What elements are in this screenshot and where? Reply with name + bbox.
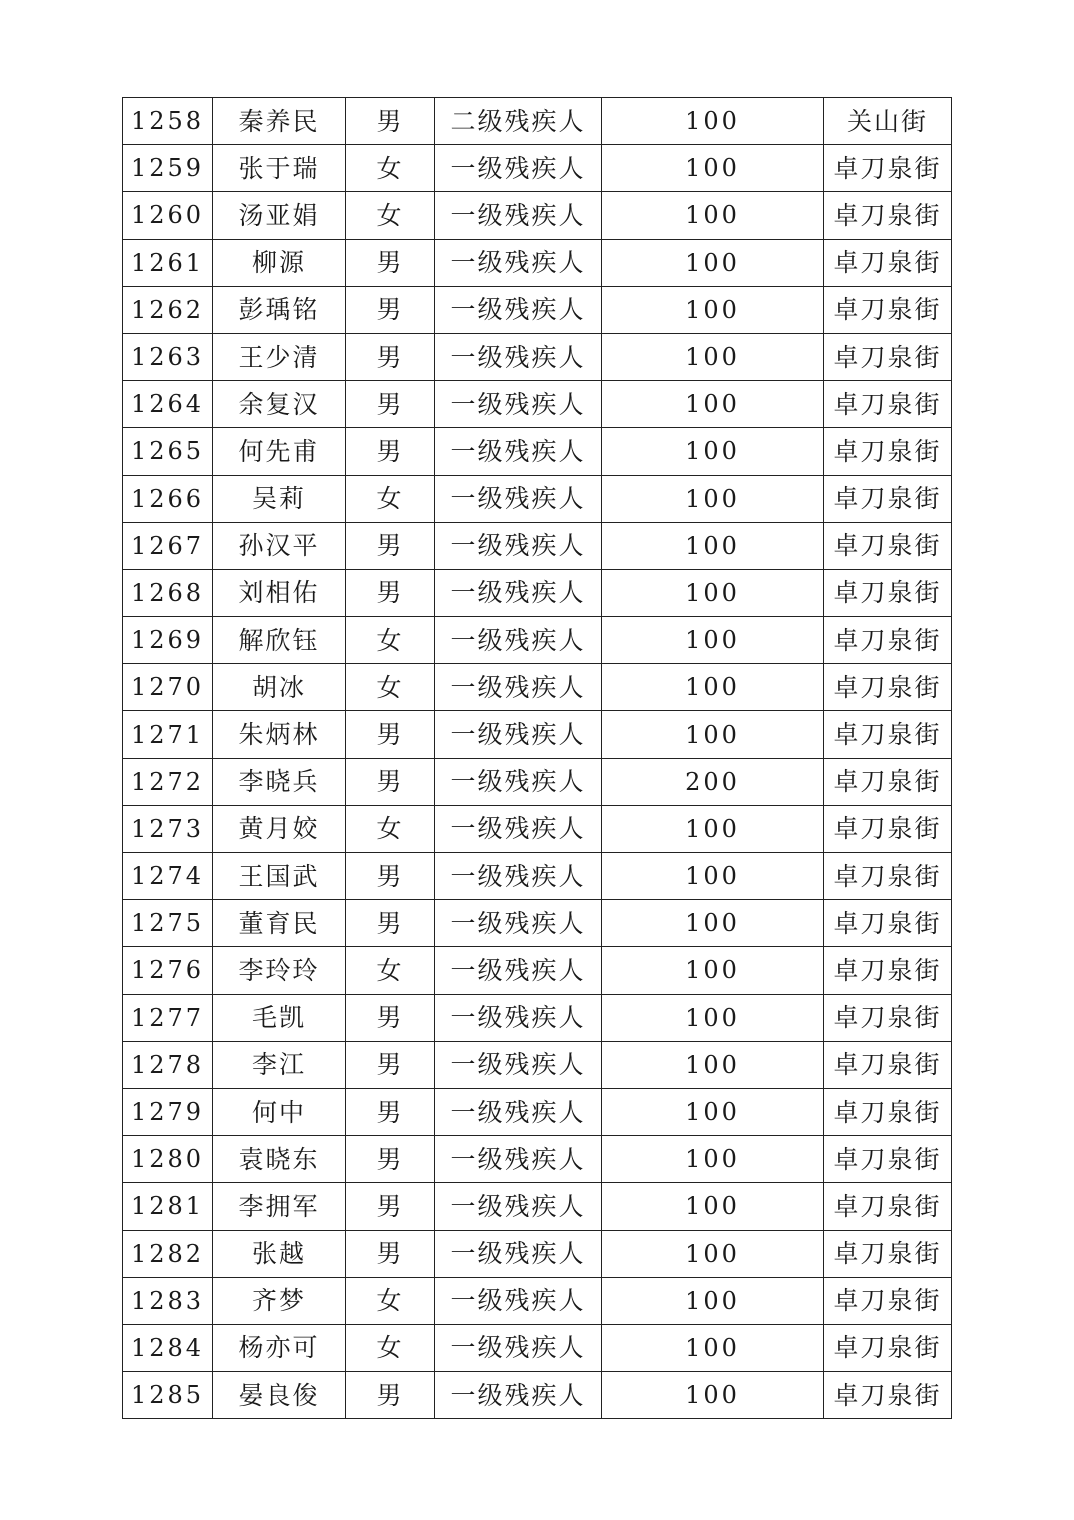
cell-street: 卓刀泉街: [824, 664, 952, 711]
cell-disability-level: 一级残疾人: [435, 239, 602, 286]
cell-name: 柳源: [213, 239, 346, 286]
cell-sex: 男: [346, 381, 435, 428]
cell-street: 卓刀泉街: [824, 853, 952, 900]
cell-name: 黄月姣: [213, 805, 346, 852]
cell-street: 卓刀泉街: [824, 994, 952, 1041]
table-row: [123, 1372, 952, 1419]
cell-serial-number: 1282: [123, 1230, 213, 1277]
cell-name: 李江: [213, 1041, 346, 1088]
cell-serial-number: 1278: [123, 1041, 213, 1088]
cell-serial-number: 1283: [123, 1277, 213, 1324]
table-row: [123, 711, 952, 758]
cell-sex: 女: [346, 664, 435, 711]
cell-amount: 100: [602, 1183, 824, 1230]
cell-serial-number: 1280: [123, 1136, 213, 1183]
cell-amount: 100: [602, 569, 824, 616]
cell-sex: 男: [346, 333, 435, 380]
subsidy-roster-table: [122, 97, 952, 1419]
cell-amount: 100: [602, 1041, 824, 1088]
cell-disability-level: 一级残疾人: [435, 1041, 602, 1088]
cell-amount: 100: [602, 1230, 824, 1277]
cell-disability-level: 一级残疾人: [435, 664, 602, 711]
table-row: [123, 475, 952, 522]
cell-amount: 100: [602, 664, 824, 711]
cell-amount: 100: [602, 1088, 824, 1135]
cell-sex: 男: [346, 711, 435, 758]
cell-street: 卓刀泉街: [824, 947, 952, 994]
cell-sex: 女: [346, 145, 435, 192]
cell-serial-number: 1258: [123, 98, 213, 145]
cell-amount: 100: [602, 239, 824, 286]
table-row: [123, 1324, 952, 1371]
cell-serial-number: 1269: [123, 617, 213, 664]
cell-serial-number: 1263: [123, 333, 213, 380]
cell-sex: 男: [346, 853, 435, 900]
table-row: [123, 853, 952, 900]
cell-name: 余复汉: [213, 381, 346, 428]
cell-amount: 100: [602, 98, 824, 145]
table-row: [123, 1277, 952, 1324]
cell-name: 李晓兵: [213, 758, 346, 805]
cell-street: 卓刀泉街: [824, 522, 952, 569]
table-row: [123, 664, 952, 711]
cell-serial-number: 1277: [123, 994, 213, 1041]
cell-sex: 男: [346, 758, 435, 805]
cell-street: 卓刀泉街: [824, 1324, 952, 1371]
cell-disability-level: 一级残疾人: [435, 994, 602, 1041]
cell-street: 卓刀泉街: [824, 1183, 952, 1230]
cell-disability-level: 一级残疾人: [435, 617, 602, 664]
cell-sex: 女: [346, 1324, 435, 1371]
cell-street: 卓刀泉街: [824, 192, 952, 239]
cell-serial-number: 1279: [123, 1088, 213, 1135]
cell-amount: 100: [602, 475, 824, 522]
cell-amount: 100: [602, 1372, 824, 1419]
cell-amount: 100: [602, 947, 824, 994]
table-row: [123, 239, 952, 286]
cell-street: 卓刀泉街: [824, 145, 952, 192]
table-row: [123, 1088, 952, 1135]
table-row: [123, 1183, 952, 1230]
cell-disability-level: 一级残疾人: [435, 711, 602, 758]
cell-street: 卓刀泉街: [824, 617, 952, 664]
cell-street: 卓刀泉街: [824, 1277, 952, 1324]
cell-disability-level: 一级残疾人: [435, 333, 602, 380]
cell-street: 卓刀泉街: [824, 1230, 952, 1277]
table-row: [123, 98, 952, 145]
table-row: [123, 1041, 952, 1088]
cell-amount: 100: [602, 994, 824, 1041]
cell-street: 卓刀泉街: [824, 239, 952, 286]
cell-serial-number: 1285: [123, 1372, 213, 1419]
cell-disability-level: 一级残疾人: [435, 805, 602, 852]
cell-name: 胡冰: [213, 664, 346, 711]
cell-serial-number: 1284: [123, 1324, 213, 1371]
cell-disability-level: 一级残疾人: [435, 522, 602, 569]
cell-name: 刘相佑: [213, 569, 346, 616]
cell-amount: 100: [602, 617, 824, 664]
cell-amount: 100: [602, 900, 824, 947]
cell-disability-level: 一级残疾人: [435, 1183, 602, 1230]
cell-disability-level: 一级残疾人: [435, 758, 602, 805]
table-row: [123, 1230, 952, 1277]
cell-sex: 女: [346, 805, 435, 852]
cell-street: 卓刀泉街: [824, 711, 952, 758]
cell-amount: 100: [602, 381, 824, 428]
table-row: [123, 381, 952, 428]
table-row: [123, 947, 952, 994]
cell-amount: 200: [602, 758, 824, 805]
cell-name: 孙汉平: [213, 522, 346, 569]
cell-serial-number: 1273: [123, 805, 213, 852]
cell-street: 卓刀泉街: [824, 1136, 952, 1183]
cell-sex: 女: [346, 617, 435, 664]
cell-disability-level: 一级残疾人: [435, 947, 602, 994]
table-row: [123, 333, 952, 380]
cell-disability-level: 一级残疾人: [435, 569, 602, 616]
table-row: [123, 192, 952, 239]
cell-street: 卓刀泉街: [824, 1088, 952, 1135]
cell-disability-level: 一级残疾人: [435, 1324, 602, 1371]
cell-serial-number: 1266: [123, 475, 213, 522]
cell-sex: 男: [346, 1041, 435, 1088]
cell-street: 卓刀泉街: [824, 1041, 952, 1088]
cell-disability-level: 二级残疾人: [435, 98, 602, 145]
table-row: [123, 1136, 952, 1183]
cell-disability-level: 一级残疾人: [435, 145, 602, 192]
table-row: [123, 569, 952, 616]
cell-serial-number: 1265: [123, 428, 213, 475]
cell-name: 杨亦可: [213, 1324, 346, 1371]
cell-serial-number: 1270: [123, 664, 213, 711]
table-row: [123, 428, 952, 475]
cell-sex: 男: [346, 569, 435, 616]
table-row: [123, 805, 952, 852]
cell-sex: 男: [346, 98, 435, 145]
cell-street: 卓刀泉街: [824, 381, 952, 428]
cell-amount: 100: [602, 286, 824, 333]
cell-disability-level: 一级残疾人: [435, 1277, 602, 1324]
cell-amount: 100: [602, 853, 824, 900]
cell-name: 秦养民: [213, 98, 346, 145]
cell-serial-number: 1281: [123, 1183, 213, 1230]
cell-street: 卓刀泉街: [824, 428, 952, 475]
cell-street: 卓刀泉街: [824, 475, 952, 522]
cell-name: 毛凯: [213, 994, 346, 1041]
cell-sex: 女: [346, 475, 435, 522]
cell-name: 何先甫: [213, 428, 346, 475]
table-row: [123, 900, 952, 947]
cell-serial-number: 1275: [123, 900, 213, 947]
cell-disability-level: 一级残疾人: [435, 1136, 602, 1183]
cell-disability-level: 一级残疾人: [435, 1230, 602, 1277]
cell-sex: 男: [346, 994, 435, 1041]
cell-amount: 100: [602, 145, 824, 192]
cell-disability-level: 一级残疾人: [435, 192, 602, 239]
cell-serial-number: 1261: [123, 239, 213, 286]
cell-serial-number: 1276: [123, 947, 213, 994]
cell-sex: 男: [346, 1372, 435, 1419]
cell-street: 卓刀泉街: [824, 569, 952, 616]
cell-street: 关山街: [824, 98, 952, 145]
cell-name: 齐梦: [213, 1277, 346, 1324]
cell-sex: 男: [346, 1230, 435, 1277]
cell-serial-number: 1262: [123, 286, 213, 333]
cell-name: 汤亚娟: [213, 192, 346, 239]
cell-serial-number: 1271: [123, 711, 213, 758]
cell-serial-number: 1268: [123, 569, 213, 616]
roster-body: [123, 98, 952, 1419]
cell-street: 卓刀泉街: [824, 805, 952, 852]
cell-sex: 女: [346, 947, 435, 994]
cell-sex: 男: [346, 1136, 435, 1183]
cell-name: 晏良俊: [213, 1372, 346, 1419]
cell-street: 卓刀泉街: [824, 333, 952, 380]
table-row: [123, 994, 952, 1041]
cell-amount: 100: [602, 805, 824, 852]
table-row: [123, 145, 952, 192]
cell-sex: 男: [346, 1183, 435, 1230]
cell-name: 解欣钰: [213, 617, 346, 664]
cell-name: 李玲玲: [213, 947, 346, 994]
cell-amount: 100: [602, 711, 824, 758]
cell-amount: 100: [602, 192, 824, 239]
cell-amount: 100: [602, 333, 824, 380]
cell-amount: 100: [602, 1136, 824, 1183]
cell-street: 卓刀泉街: [824, 900, 952, 947]
cell-name: 朱炳林: [213, 711, 346, 758]
cell-serial-number: 1272: [123, 758, 213, 805]
cell-disability-level: 一级残疾人: [435, 900, 602, 947]
cell-sex: 男: [346, 900, 435, 947]
cell-amount: 100: [602, 522, 824, 569]
cell-name: 张于瑞: [213, 145, 346, 192]
cell-name: 袁晓东: [213, 1136, 346, 1183]
cell-amount: 100: [602, 1324, 824, 1371]
cell-disability-level: 一级残疾人: [435, 286, 602, 333]
cell-disability-level: 一级残疾人: [435, 1088, 602, 1135]
table-row: [123, 758, 952, 805]
cell-street: 卓刀泉街: [824, 286, 952, 333]
cell-serial-number: 1259: [123, 145, 213, 192]
table-row: [123, 286, 952, 333]
cell-disability-level: 一级残疾人: [435, 381, 602, 428]
cell-name: 彭瑀铭: [213, 286, 346, 333]
cell-disability-level: 一级残疾人: [435, 428, 602, 475]
cell-name: 王国武: [213, 853, 346, 900]
cell-serial-number: 1267: [123, 522, 213, 569]
cell-sex: 男: [346, 239, 435, 286]
cell-amount: 100: [602, 428, 824, 475]
cell-serial-number: 1260: [123, 192, 213, 239]
cell-name: 王少清: [213, 333, 346, 380]
cell-name: 张越: [213, 1230, 346, 1277]
cell-sex: 男: [346, 1088, 435, 1135]
cell-serial-number: 1264: [123, 381, 213, 428]
cell-street: 卓刀泉街: [824, 758, 952, 805]
cell-name: 董育民: [213, 900, 346, 947]
cell-name: 何中: [213, 1088, 346, 1135]
cell-serial-number: 1274: [123, 853, 213, 900]
cell-sex: 男: [346, 286, 435, 333]
cell-sex: 男: [346, 522, 435, 569]
table-row: [123, 522, 952, 569]
cell-disability-level: 一级残疾人: [435, 1372, 602, 1419]
cell-amount: 100: [602, 1277, 824, 1324]
cell-sex: 男: [346, 428, 435, 475]
cell-sex: 女: [346, 192, 435, 239]
cell-name: 李拥军: [213, 1183, 346, 1230]
cell-disability-level: 一级残疾人: [435, 475, 602, 522]
cell-sex: 女: [346, 1277, 435, 1324]
cell-disability-level: 一级残疾人: [435, 853, 602, 900]
cell-name: 吴莉: [213, 475, 346, 522]
cell-street: 卓刀泉街: [824, 1372, 952, 1419]
table-row: [123, 617, 952, 664]
